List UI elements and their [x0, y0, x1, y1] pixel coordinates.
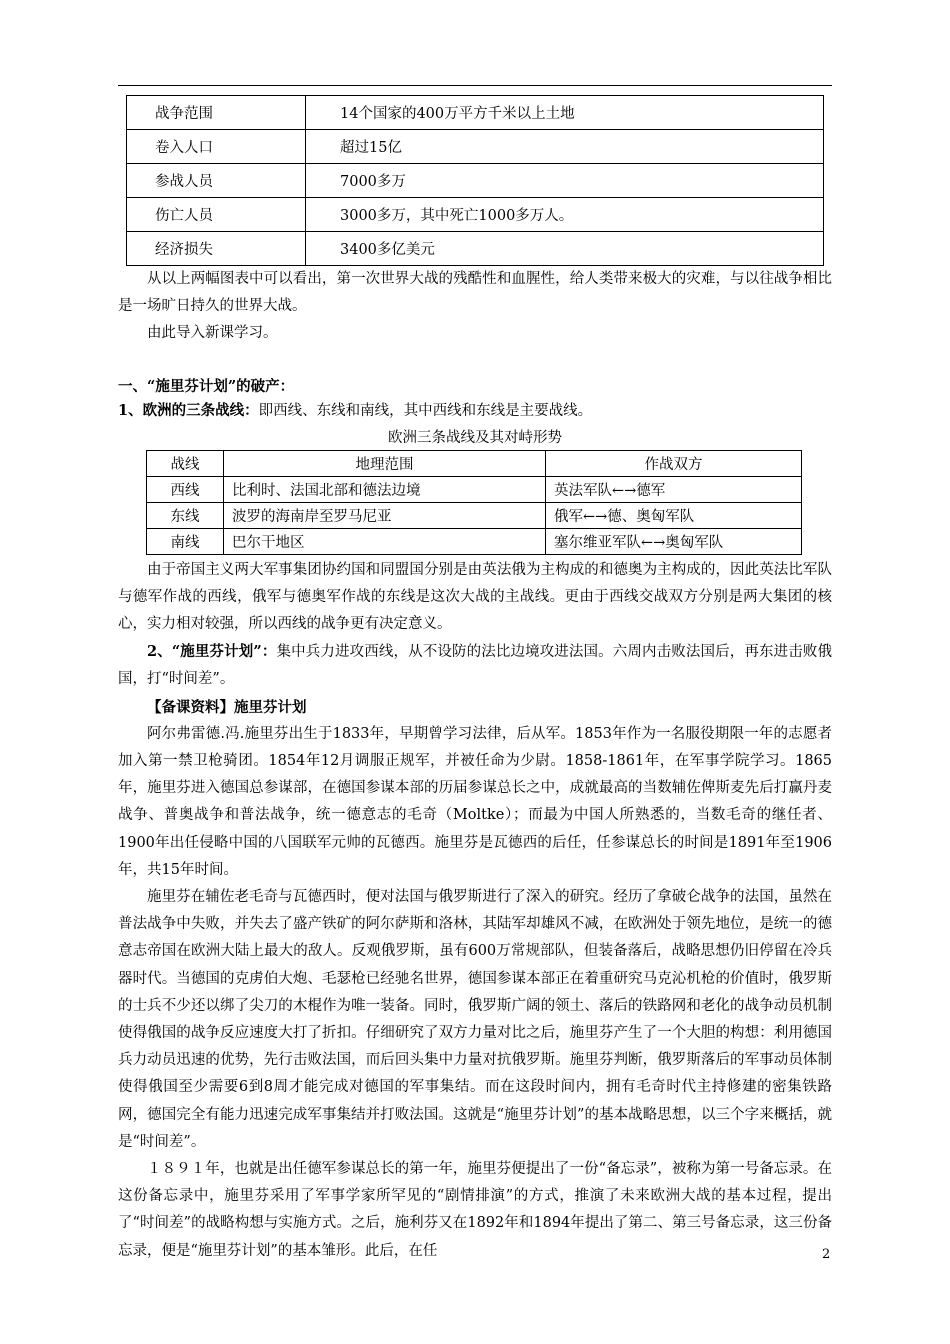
stat-label: 伤亡人员: [127, 198, 306, 232]
page-content: [118, 95, 832, 1265]
stat-label: 战争范围: [127, 96, 306, 130]
front-sides: 俄军←→德、奥匈军队: [546, 502, 802, 528]
point-one-heading: 1、欧洲的三条战线：: [118, 401, 259, 419]
stat-label: 参战人员: [127, 164, 306, 198]
material-heading: 【备课资料】施里芬计划: [147, 698, 307, 716]
front-sides: 塞尔维亚军队←→奥匈军队: [546, 528, 802, 554]
point-one-text: 即西线、东线和南线，其中西线和东线是主要战线。: [258, 402, 593, 419]
point-two-heading: 2、“施里芬计划”：: [147, 643, 277, 661]
front-name: 南线: [147, 528, 224, 554]
front-name: 西线: [147, 476, 224, 502]
stat-label: 卷入人口: [127, 130, 306, 164]
stat-value: 3000多万，其中死亡1000多万人。: [306, 198, 824, 232]
stat-value: 14个国家的400万平方千米以上土地: [306, 96, 824, 130]
fronts-paragraph: 由于帝国主义两大军事集团协约国和同盟国分别是由英法俄为主构成的和德奥为主构成的，因此英法比军队与德军作战的西线，俄军与德奥军作战的东线是这次大战的主战线。更由于西线交战双方分别是两大集团的核心，实力相对较强，所以西线的战争更有决定意义。: [118, 561, 832, 633]
analysis-paragraph: 施里芬在辅佐老毛奇与瓦德西时，便对法国与俄罗斯进行了深入的研究。经历了拿破仑战争的法国，虽然在普法战争中失败，并失去了盛产铁矿的阿尔萨斯和洛林，其陆军却雄风不减，在欧洲处于领先地位，是统一的德意志帝国在欧洲大陆上最大的敌人。反观俄罗斯，虽有600万常规部队，但装备落后，战略思想仍旧停留在冷兵器时代。当德国的克虏伯大炮、毛瑟枪已经驰名世界，德国参谋本部正在着重研究马克沁机枪的价值时，俄罗斯的士兵不少还以绑了尖刀的木棍作为唯一装备。同时，俄罗斯广阔的领土、落后的铁路网和老化的战争动员机制使得俄国的战争反应速度大打了折扣。仔细研究了双方力量对比之后，施里芬产生了一个大胆的构想：利用德国兵力动员迅速的优势，先行击败法国，而后回头集中力量对抗俄罗斯。施里芬判断，俄罗斯落后的军事动员体制使得俄国至少需要6到8周才能完成对德国的军事集结。而在这段时间内，拥有毛奇时代主持修建的密集铁路网，德国完全有能力迅速完成军事集结并打败法国。这就是“施里芬计划”的基本战略思想，以三个字来概括，就是“时间差”。: [118, 889, 832, 1150]
column-header: 战线: [147, 450, 224, 476]
column-header: 地理范围: [224, 450, 546, 476]
intro-paragraph: 从以上两幅图表中可以看出，第一次世界大战的残酷性和血腥性，给人类带来极大的灾难，与以往战争相比是一场旷日持久的世界大战。: [118, 271, 832, 315]
table-caption: 欧洲三条战线及其对峙形势: [388, 429, 562, 446]
table-row: [147, 528, 802, 554]
table-header-row: [147, 450, 802, 476]
lead-in-paragraph: 由此导入新课学习。: [147, 325, 278, 342]
biography-paragraph: 阿尔弗雷德.冯.施里芬出生于1833年，早期曾学习法律，后从军。1853年作为一名服役期限一年的志愿者加入第一禁卫枪骑团。1854年12月调服正规军，并被任命为少尉。1858-1861年，在军事学院学习。1865年，施里芬进入德国总参谋部，在德国参谋本部的历届参谋总长之中，成就最高的当数辅佐俾斯麦先后打赢丹麦战争、普奥战争和普法战争，统一德意志的毛奇（Moltke）；而最为中国人所熟悉的，当数毛奇的继任者、1900年出任侵略中国的八国联军元帅的瓦德西。施里芬是瓦德西的后任，任参谋总长的时间是1891年至1906年，共15年时间。: [118, 725, 832, 878]
front-scope: 比利时、法国北部和德法边境: [224, 476, 546, 502]
stat-value: 3400多亿美元: [306, 232, 824, 266]
table-row: [127, 164, 824, 198]
memorandum-paragraph: １８９１年，也就是出任德军参谋总长的第一年，施里芬便提出了一份“备忘录”，被称为第一号备忘录。在这份备忘录中，施里芬采用了军事学家所罕见的“剧情排演”的方式，推演了未来欧洲大战的基本过程，提出了“时间差”的战略构想与实施方式。之后，施利芬又在1892年和1894年提出了第二、第三号备忘录，这三份备忘录，便是“施里芬计划”的基本雏形。此后，在任: [118, 1161, 832, 1259]
table-row: [127, 232, 824, 266]
header-rule: [118, 85, 832, 86]
table-row: [147, 476, 802, 502]
front-scope: 波罗的海南岸至罗马尼亚: [224, 502, 546, 528]
stat-label: 经济损失: [127, 232, 306, 266]
column-header: 作战双方: [546, 450, 802, 476]
front-name: 东线: [147, 502, 224, 528]
front-sides: 英法军队←→德军: [546, 476, 802, 502]
stat-value: 超过15亿: [306, 130, 824, 164]
front-scope: 巴尔干地区: [224, 528, 546, 554]
table-row: [127, 130, 824, 164]
point-one: [118, 399, 832, 423]
section-heading: 一、“施里芬计划”的破产：: [118, 377, 295, 395]
point-two-text: 集中兵力进攻西线，从不设防的法比边境攻进法国。六周内击败法国后，再东进击败俄国，打“时间差”。: [118, 644, 832, 688]
page-number: 2: [822, 1247, 831, 1262]
table-row: [147, 502, 802, 528]
european-fronts-table: [146, 450, 802, 555]
point-two: [118, 638, 832, 693]
war-statistics-table: [126, 95, 824, 266]
table-row: [127, 198, 824, 232]
stat-value: 7000多万: [306, 164, 824, 198]
table-row: [127, 96, 824, 130]
